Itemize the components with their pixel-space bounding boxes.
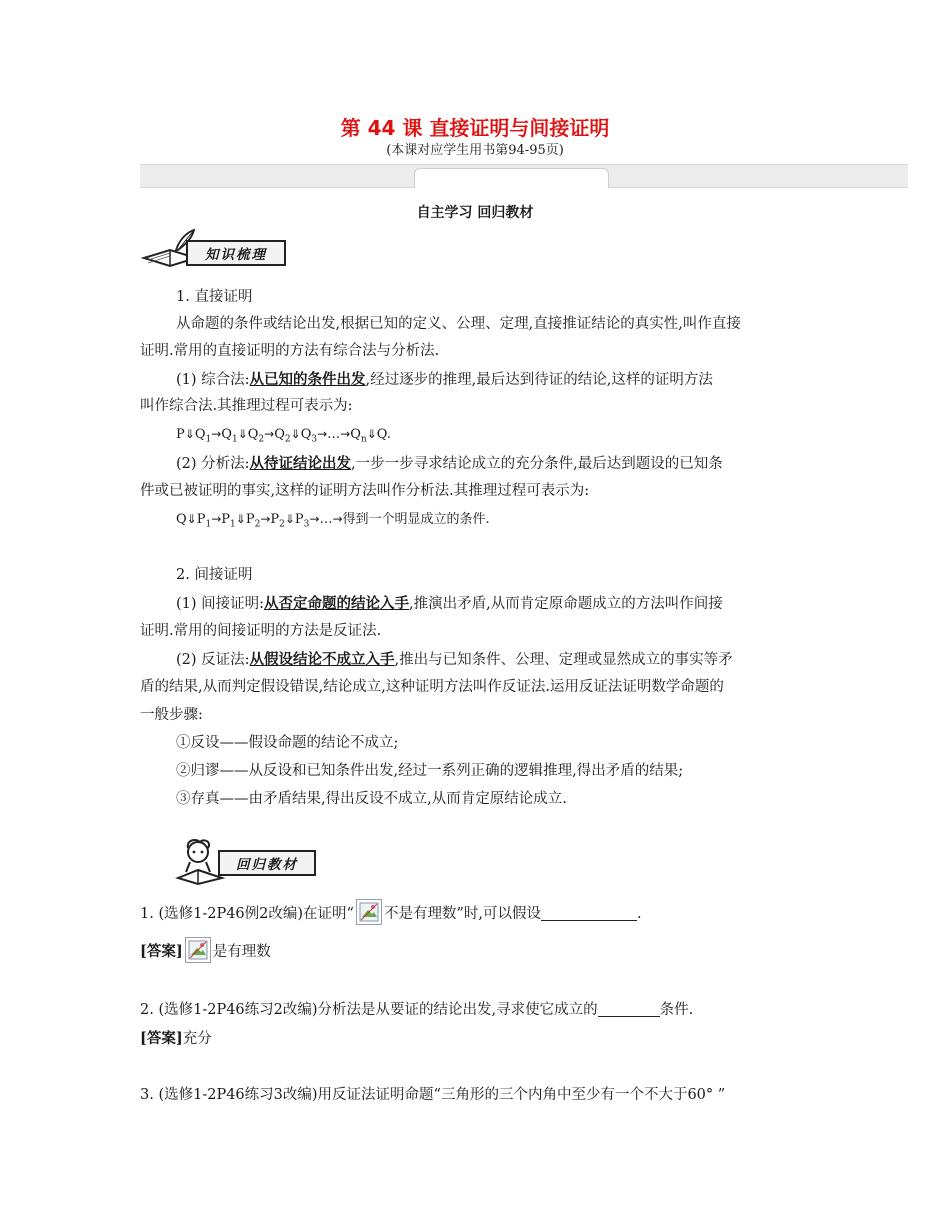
synthesis-prefix: (1) 综合法: — [176, 372, 250, 388]
exercise-1-prefix: 1. (选修1-2P46例2改编)在证明“ — [140, 906, 354, 922]
answer-2-tag: [答案] — [140, 1030, 183, 1047]
direct-proof-def-line1: 从命题的条件或结论出发,根据已知的定义、公理、定理,直接推证结论的真实性,叫作直接 — [176, 316, 741, 332]
direct-proof-title: 1. 直接证明 — [176, 289, 253, 305]
page-title: 第 44 课 直接证明与间接证明 — [340, 116, 610, 140]
direct-proof-def-line2: 证明.常用的直接证明的方法有综合法与分析法. — [140, 343, 440, 359]
implies-icon: ⇓ — [290, 427, 301, 441]
analysis-key-phrase: 从待证结论出发 — [249, 455, 352, 472]
exercise-2 — [140, 996, 820, 1025]
analysis-prefix: (2) 分析法: — [176, 456, 250, 472]
indirect-key-phrase: 从否定命题的结论入手 — [264, 595, 410, 612]
exercise-2-end: 条件. — [659, 1002, 694, 1018]
implies-icon: ⇓ — [237, 427, 248, 441]
arrow-right-icon: → — [317, 427, 328, 441]
arrow-right-icon: → — [340, 427, 351, 441]
contradiction-rest: ,推出与已知条件、公理、定理或显然成立的事实等矛 — [394, 652, 733, 668]
indirect-prefix: (1) 间接证明: — [176, 596, 265, 612]
exercise-1-suffix: 不是有理数”时,可以假设 — [383, 906, 541, 922]
textbook-banner-label: 回归教材 — [218, 850, 316, 876]
answer-1-text: 是有理数 — [212, 944, 271, 960]
synthesis-line2: 叫作综合法.其推理过程可表示为: — [140, 398, 353, 414]
exercise-2-text: 2. (选修1-2P46练习2改编)分析法是从要证的结论出发,寻求使它成立的 — [140, 1002, 598, 1018]
analysis-rest: ,一步一步寻求结论成立的充分条件,最后达到题设的已知条 — [351, 456, 723, 472]
header-tab — [414, 168, 609, 188]
synthesis-rest: ,经过逐步的推理,最后达到待证的结论,这样的证明方法 — [365, 372, 713, 388]
indirect-line2: 证明.常用的间接证明的方法是反证法. — [140, 623, 382, 639]
implies-icon: ⇓ — [366, 427, 377, 441]
arrow-right-icon: → — [260, 512, 271, 526]
step-1: ①反设——假设命题的结论不成立; — [176, 735, 399, 751]
answer-2 — [140, 1024, 820, 1054]
answer-1 — [140, 937, 820, 967]
broken-image-icon — [356, 899, 382, 925]
arrow-right-icon: → — [211, 512, 222, 526]
knowledge-banner — [140, 228, 290, 268]
indirect-proof-title: 2. 间接证明 — [176, 567, 253, 583]
contradiction-line2: 盾的结果,从而判定假设错误,结论成立,这种证明方法叫作反证法.运用反证法证明数学命题的 — [140, 679, 724, 695]
contradiction-prefix: (2) 反证法: — [176, 652, 250, 668]
implies-icon: ⇓ — [284, 512, 295, 526]
exercise-2-blank — [598, 1000, 660, 1017]
analysis-chain: $Q⇓P_1\to P_1⇓P_2\to P_2⇓P_3\to\dots\to$得到一个明显成立的条件. — [176, 512, 490, 530]
synthesis-line1 — [176, 365, 820, 395]
implies-icon: ⇓ — [235, 512, 246, 526]
textbook-banner — [172, 838, 322, 886]
section-heading: 自主学习 回归教材 — [416, 205, 534, 221]
analysis-line2: 件或已被证明的事实,这样的证明方法叫作分析法.其推理过程可表示为: — [140, 483, 590, 499]
exercise-1-blank — [541, 904, 637, 921]
implies-icon: ⇓ — [186, 512, 197, 526]
arrow-right-icon: → — [264, 427, 275, 441]
arrow-right-icon: → — [332, 512, 343, 526]
contradiction-line1 — [176, 645, 820, 675]
knowledge-banner-label: 知识梳理 — [186, 240, 286, 266]
arrow-right-icon: → — [211, 427, 222, 441]
step-2: ②归谬——从反设和已知条件出发,经过一系列正确的逻辑推理,得出矛盾的结果; — [176, 763, 684, 779]
synthesis-chain: $P⇓Q_1\to Q_1⇓Q_2\to Q_2⇓Q_3\to\dots\to Q_n⇓Q$. — [176, 427, 391, 445]
answer-1-tag: [答案] — [140, 943, 183, 960]
page-subtitle: (本课对应学生用书第94-95页) — [386, 143, 564, 158]
exercise-1: 1. (选修1-2P46例2改编)在证明“ 不是有理数”时,可以假设 . — [140, 899, 820, 929]
step-3: ③存真——由矛盾结果,得出反设不成立,从而肯定原结论成立. — [176, 791, 567, 807]
arrow-right-icon: → — [309, 512, 320, 526]
contradiction-line3: 一般步骤: — [140, 707, 203, 723]
implies-icon: ⇓ — [184, 427, 195, 441]
indirect-rest: ,推演出矛盾,从而肯定原命题成立的方法叫作间接 — [409, 596, 723, 612]
answer-2-text: 充分 — [182, 1031, 212, 1047]
exercise-3: 3. (选修1-2P46练习3改编)用反证法证明命题“三角形的三个内角中至少有一个不大于60° ” — [140, 1087, 726, 1103]
analysis-line1 — [176, 449, 820, 479]
contradiction-key-phrase: 从假设结论不成立入手 — [249, 651, 395, 668]
broken-image-icon — [185, 937, 211, 963]
indirect-line1 — [176, 589, 820, 619]
synthesis-key-phrase: 从已知的条件出发 — [249, 371, 366, 388]
